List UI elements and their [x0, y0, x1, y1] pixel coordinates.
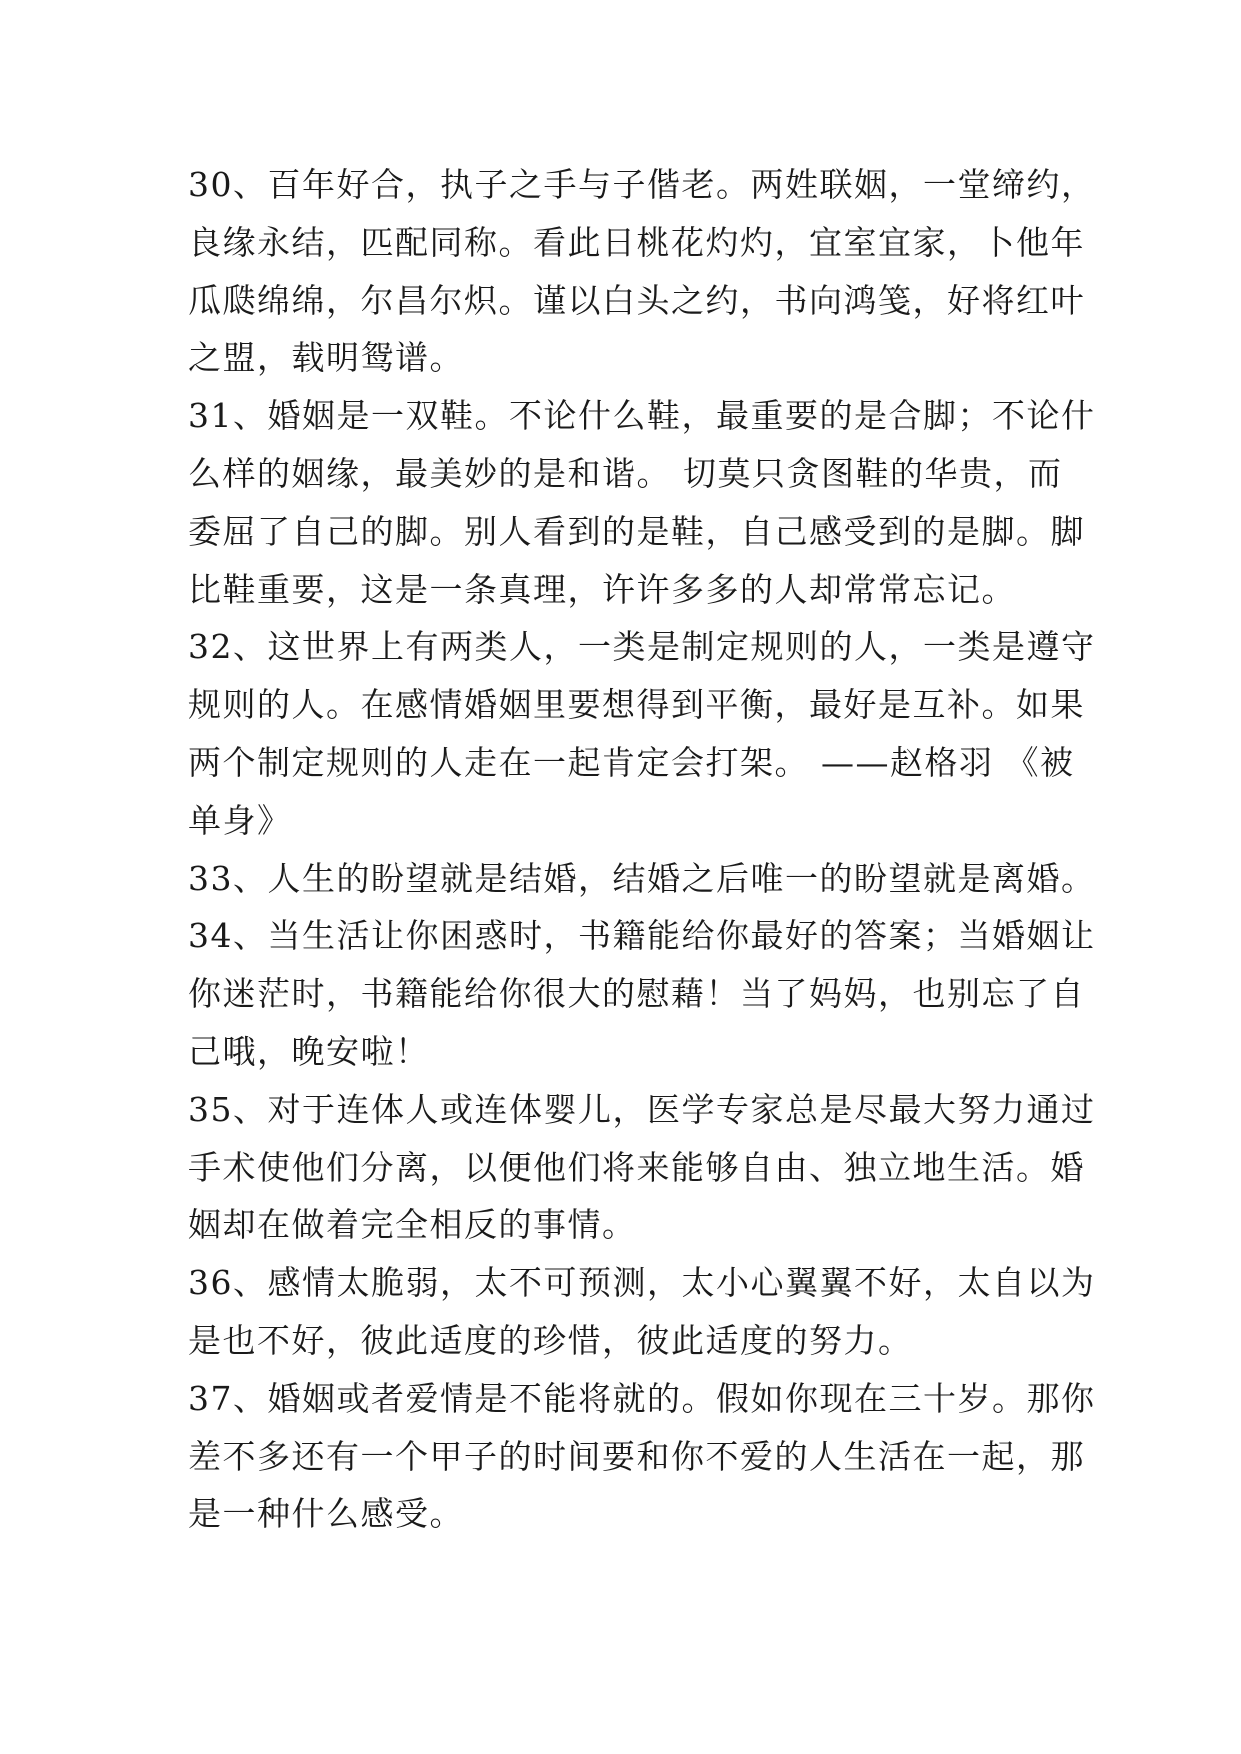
text-line: 规则的人。在感情婚姻里要想得到平衡，最好是互补。如果 [188, 685, 1085, 725]
document-body [188, 156, 1096, 1543]
text-line: 35、对于连体人或连体婴儿，医学专家总是尽最大努力通过 [188, 1089, 1096, 1129]
text-line: 瓜瓞绵绵，尔昌尔炽。谨以白头之约，书向鸿笺，好将红叶 [188, 280, 1085, 320]
text-line: 比鞋重要，这是一条真理，许许多多的人却常常忘记。 [188, 569, 1016, 609]
text-line: 之盟，载明鸳谱。 [188, 338, 464, 378]
text-line: 31、婚姻是一双鞋。不论什么鞋，最重要的是合脚；不论什 [188, 396, 1096, 436]
text-line: 单身》 [188, 800, 292, 840]
text-line: 37、婚姻或者爱情是不能将就的。假如你现在三十岁。那你 [188, 1378, 1096, 1418]
text-line: 己哦，晚安啦！ [188, 1031, 430, 1071]
text-line: 34、当生活让你困惑时，书籍能给你最好的答案；当婚姻让 [188, 916, 1096, 956]
text-line: 你迷茫时，书籍能给你很大的慰藉！当了妈妈，也别忘了自 [188, 974, 1085, 1014]
text-line: 手术使他们分离，以便他们将来能够自由、独立地生活。婚 [188, 1147, 1085, 1187]
text-line: 是也不好，彼此适度的珍惜，彼此适度的努力。 [188, 1320, 913, 1360]
text-line: 么样的姻缘，最美妙的是和谐。 切莫只贪图鞋的华贵，而 [188, 453, 1063, 493]
text-line: 两个制定规则的人走在一起肯定会打架。 ——赵格羽 《被 [188, 742, 1075, 782]
text-line: 32、这世界上有两类人，一类是制定规则的人，一类是遵守 [188, 627, 1096, 667]
text-line: 委屈了自己的脚。别人看到的是鞋，自己感受到的是脚。脚 [188, 511, 1085, 551]
text-line: 差不多还有一个甲子的时间要和你不爱的人生活在一起，那 [188, 1436, 1085, 1476]
text-line: 良缘永结，匹配同称。看此日桃花灼灼，宜室宜家，卜他年 [188, 222, 1085, 262]
text-line: 36、感情太脆弱，太不可预测，太小心翼翼不好，太自以为 [188, 1263, 1096, 1303]
text-line: 姻却在做着完全相反的事情。 [188, 1205, 637, 1245]
text-line: 30、百年好合，执子之手与子偕老。两姓联姻，一堂缔约， [188, 165, 1096, 204]
text-line: 是一种什么感受。 [188, 1494, 464, 1534]
text-line: 33、人生的盼望就是结婚，结婚之后唯一的盼望就是离婚。 [188, 858, 1096, 898]
